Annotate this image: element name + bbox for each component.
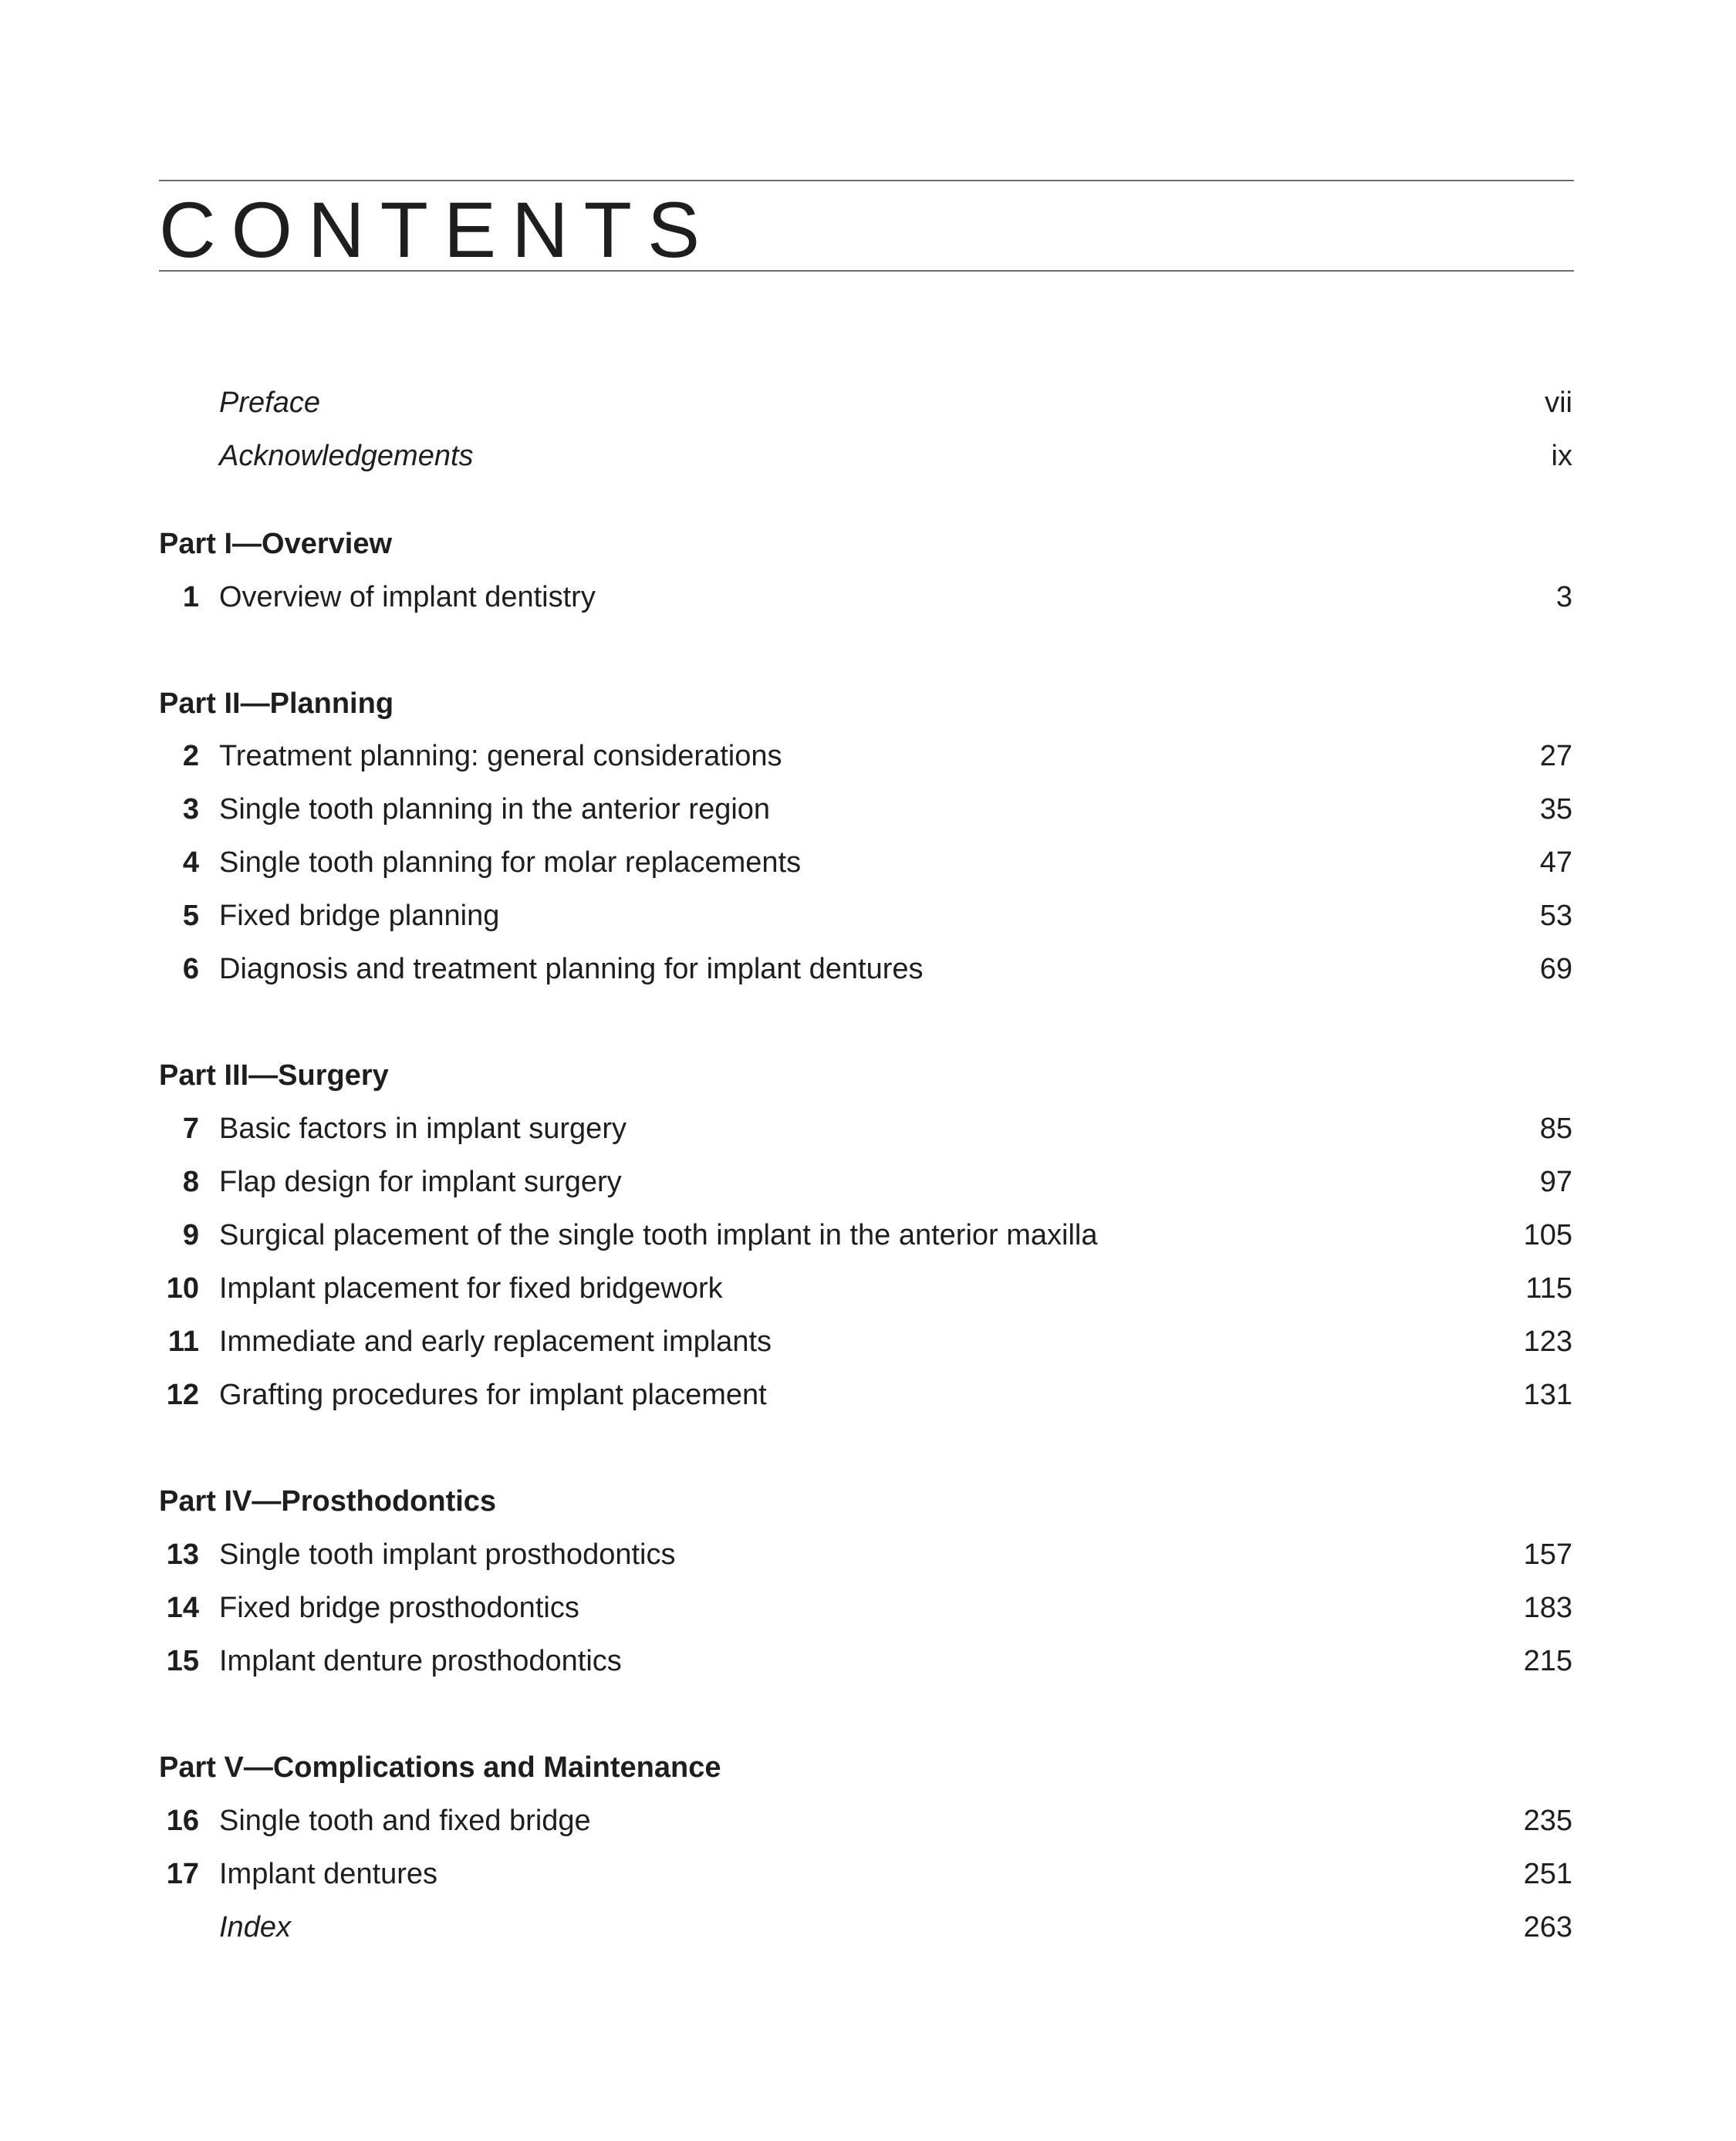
toc-entry-chapter[interactable] — [159, 1212, 1574, 1258]
part-heading: Part V—Complications and Maintenance — [159, 1751, 721, 1784]
chapter-title: Single tooth planning for molar replacements — [219, 846, 802, 879]
chapter-number: 5 — [182, 900, 199, 932]
chapter-number: 3 — [182, 793, 199, 826]
chapter-title: Fixed bridge prosthodontics — [219, 1592, 579, 1624]
chapter-title: Single tooth and fixed bridge — [219, 1805, 591, 1837]
chapter-number: 4 — [182, 846, 199, 879]
chapter-number: 13 — [166, 1538, 199, 1571]
entry-title: Acknowledgements — [219, 440, 474, 472]
top-rule — [159, 180, 1574, 181]
chapter-number: 12 — [166, 1379, 199, 1411]
toc-entry-chapter[interactable] — [159, 893, 1574, 939]
chapter-number: 8 — [182, 1166, 199, 1198]
toc-entry-chapter[interactable] — [159, 946, 1574, 992]
toc-entry-acknowledgements[interactable] — [159, 433, 1574, 479]
chapter-number: 7 — [182, 1113, 199, 1145]
chapter-page: 27 — [1539, 740, 1572, 772]
chapter-page: 251 — [1523, 1858, 1572, 1890]
entry-page: 263 — [1523, 1911, 1572, 1943]
chapter-title: Implant denture prosthodontics — [219, 1645, 622, 1677]
entry-title: Preface — [219, 387, 320, 419]
chapter-title: Implant dentures — [219, 1858, 438, 1890]
chapter-title: Immediate and early replacement implants — [219, 1325, 772, 1358]
chapter-number: 6 — [182, 953, 199, 985]
chapter-page: 157 — [1523, 1538, 1572, 1571]
entry-page: ix — [1551, 440, 1572, 472]
chapter-title: Fixed bridge planning — [219, 900, 500, 932]
chapter-number: 1 — [182, 581, 199, 613]
chapter-title: Flap design for implant surgery — [219, 1166, 622, 1198]
chapter-page: 69 — [1539, 953, 1572, 985]
chapter-page: 123 — [1523, 1325, 1572, 1358]
chapter-title: Single tooth implant prosthodontics — [219, 1538, 676, 1571]
toc-entry-chapter[interactable] — [159, 733, 1574, 779]
chapter-title: Basic factors in implant surgery — [219, 1113, 627, 1145]
toc-entry-chapter[interactable] — [159, 1265, 1574, 1312]
chapter-page: 183 — [1523, 1592, 1572, 1624]
chapter-number: 17 — [166, 1858, 199, 1890]
chapter-title: Single tooth planning in the anterior region — [219, 793, 771, 826]
toc-entry-chapter[interactable] — [159, 1159, 1574, 1205]
part-heading: Part I—Overview — [159, 528, 393, 560]
toc-entry-chapter[interactable] — [159, 1585, 1574, 1631]
toc-entry-chapter[interactable] — [159, 574, 1574, 620]
chapter-number: 10 — [166, 1272, 199, 1305]
chapter-page: 35 — [1539, 793, 1572, 826]
chapter-number: 2 — [182, 740, 199, 772]
chapter-number: 14 — [166, 1592, 199, 1624]
chapter-title: Grafting procedures for implant placement — [219, 1379, 767, 1411]
chapter-title: Implant placement for fixed bridgework — [219, 1272, 723, 1305]
chapter-title: Overview of implant dentistry — [219, 581, 596, 613]
chapter-number: 11 — [167, 1325, 199, 1358]
chapter-page: 47 — [1539, 846, 1572, 879]
chapter-number: 9 — [182, 1219, 199, 1251]
chapter-number: 16 — [166, 1805, 199, 1837]
part-heading: Part IV—Prosthodontics — [159, 1485, 497, 1518]
chapter-page: 115 — [1525, 1272, 1572, 1305]
chapter-page: 85 — [1539, 1113, 1572, 1145]
toc-entry-chapter[interactable] — [159, 1372, 1574, 1418]
chapter-page: 3 — [1555, 581, 1572, 613]
toc-entry-index[interactable] — [159, 1904, 1574, 1950]
chapter-number: 15 — [166, 1645, 199, 1677]
chapter-page: 105 — [1523, 1219, 1572, 1251]
toc-entry-chapter[interactable] — [159, 1798, 1574, 1844]
chapter-title: Surgical placement of the single tooth implant in the anterior maxilla — [219, 1219, 1098, 1251]
chapter-page: 215 — [1523, 1645, 1572, 1677]
chapter-title: Treatment planning: general considerations — [219, 740, 782, 772]
page-title: CONTENTS — [159, 186, 715, 274]
toc-entry-chapter[interactable] — [159, 1531, 1574, 1578]
part-heading: Part II—Planning — [159, 687, 394, 720]
chapter-page: 97 — [1539, 1166, 1572, 1198]
chapter-page: 53 — [1539, 900, 1572, 932]
chapter-title: Diagnosis and treatment planning for implant dentures — [219, 953, 924, 985]
toc-entry-chapter[interactable] — [159, 1319, 1574, 1365]
bottom-rule — [159, 270, 1574, 272]
part-heading: Part III—Surgery — [159, 1059, 389, 1092]
toc-entry-chapter[interactable] — [159, 1106, 1574, 1152]
chapter-page: 235 — [1523, 1805, 1572, 1837]
toc-entry-chapter[interactable] — [159, 1851, 1574, 1897]
entry-title: Index — [219, 1911, 291, 1943]
chapter-page: 131 — [1523, 1379, 1572, 1411]
toc-entry-chapter[interactable] — [159, 786, 1574, 832]
toc-entry-chapter[interactable] — [159, 1638, 1574, 1684]
entry-page: vii — [1545, 387, 1572, 419]
toc-entry-preface[interactable] — [159, 380, 1574, 426]
toc-entry-chapter[interactable] — [159, 839, 1574, 886]
